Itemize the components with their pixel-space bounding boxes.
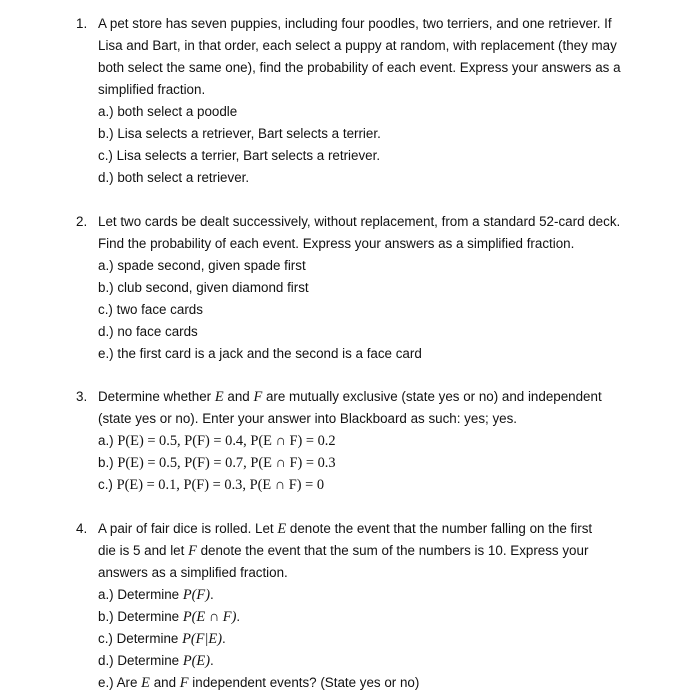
statement-line: (state yes or no). Enter your answer into Blackboard as such: yes; yes. [98,411,518,426]
formula: P(E) = 0.5, P(F) = 0.4, P(E ∩ F) = 0.2 [117,433,336,449]
formula: P(E) [182,653,211,669]
text-run: are mutually exclusive (state yes or no) and independent [262,389,602,404]
problem-body [98,386,663,496]
text-run: die is 5 and let [98,543,189,558]
variable-e: E [277,521,287,537]
part-c [98,474,663,496]
formula: P(F) [182,587,211,603]
part-b: b.) Lisa selects a retriever, Bart selects a terrier. [98,126,381,141]
part-label: d.) Determine [98,653,183,668]
part-label: c.) [98,477,117,492]
statement-line [98,386,663,408]
part-label: a.) [98,433,118,448]
statement-line: answers as a simplified fraction. [98,565,288,580]
text-run: . [236,609,241,624]
part-label: b.) Determine [98,609,183,624]
part-label: c.) Determine [98,631,183,646]
part-d: d.) both select a retriever. [98,170,250,185]
problem-body [98,13,663,189]
variable-e: E [214,389,224,405]
problem-body [98,518,663,694]
part-b: b.) club second, given diamond first [98,280,309,295]
text-run: independent events? (State yes or no) [188,675,420,690]
text-run: and [223,389,254,404]
part-label: e.) Are [98,675,142,690]
formula: P(E) = 0.1, P(F) = 0.3, P(E ∩ F) = 0 [116,477,325,493]
text-run: . [210,653,214,668]
statement-line [98,540,663,562]
part-a: a.) both select a poodle [98,104,238,119]
problem-number: 1. [76,16,88,31]
variable-f: F [188,543,197,559]
variable-f: F [253,389,263,405]
statement-line: Let two cards be dealt successively, without replacement, from a standard 52-card deck. [98,214,621,229]
formula: P(E ∩ F) [182,609,237,625]
variable-e: E [141,675,150,691]
text-run: A pair of fair dice is rolled. Let [98,521,278,536]
part-b [98,452,663,474]
part-c [98,628,663,650]
part-label: b.) [98,455,118,470]
part-e: e.) the first card is a jack and the second is a face card [98,346,422,361]
part-c: c.) two face cards [98,302,203,317]
text-run: and [149,675,180,690]
text-run: Determine whether [98,389,215,404]
formula: P(E) = 0.5, P(F) = 0.7, P(E ∩ F) = 0.3 [117,455,336,471]
statement-line: Find the probability of each event. Express your answers as a simplified fraction. [98,236,575,251]
text-run: . [222,631,226,646]
text-run: denote the event that the number falling on the first [286,521,593,536]
statement-line: A pet store has seven puppies, including four poodles, two terriers, and one retriever. If [98,16,612,31]
part-a: a.) spade second, given spade first [98,258,306,273]
problem-body [98,211,663,365]
part-label: a.) Determine [98,587,183,602]
statement-line [98,518,663,540]
problem-number: 2. [76,214,88,229]
statement-line: Lisa and Bart, in that order, each select a puppy at random, with replacement (they may [98,38,617,53]
variable-f: F [179,675,189,691]
formula: P(F|E) [182,631,223,647]
part-c: c.) Lisa selects a terrier, Bart selects a retriever. [98,148,381,163]
text-run: . [210,587,214,602]
part-d [98,650,663,672]
part-e [98,672,663,694]
part-a [98,584,663,606]
part-b [98,606,663,628]
text-run: denote the event that the sum of the numbers is 10. Express your [196,543,589,558]
statement-line: simplified fraction. [98,82,206,97]
problem-number: 3. [76,389,88,404]
problem-number: 4. [76,521,88,536]
statement-line: both select the same one), find the probability of each event. Express your answers as a [98,60,621,75]
part-a [98,430,663,452]
part-d: d.) no face cards [98,324,198,339]
